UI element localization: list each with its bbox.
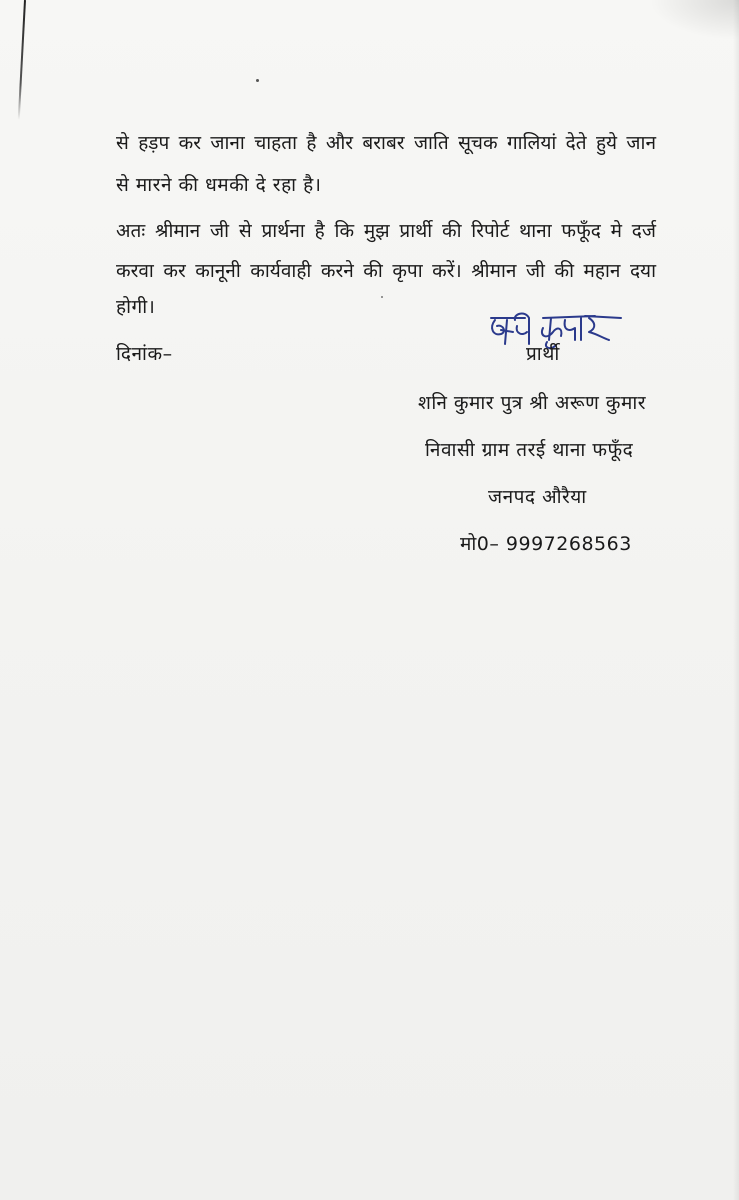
paragraph-1-line-1: से हड़प कर जाना चाहता है और बराबर जाति सूचक गालियां देते हुये जान (116, 132, 656, 154)
sender-name: शनि कुमार पुत्र श्री अरूण कुमार (418, 392, 647, 414)
edge-shadow (733, 0, 739, 1200)
ink-dot (256, 79, 259, 82)
paragraph-2-line-2: करवा कर कानूनी कार्यवाही करने की कृपा करें। श्रीमान जी की महान दया (116, 260, 656, 282)
corner-shadow (649, 0, 739, 40)
paragraph-2-line-3: होगी। (116, 296, 156, 318)
sender-district: जनपद औरैया (488, 486, 587, 508)
paragraph-1-line-2: से मारने की धमकी दे रहा है। (116, 174, 322, 196)
date-label: दिनांक– (116, 343, 173, 365)
sender-mobile: मो0– 9997268563 (460, 533, 632, 555)
sender-address: निवासी ग्राम तरई थाना फफूँद (425, 439, 634, 461)
page-edge-mark (18, 0, 26, 120)
ink-dot (381, 296, 383, 298)
paragraph-2-line-1: अतः श्रीमान जी से प्रार्थना है कि मुझ प्रार्थी की रिपोर्ट थाना फफूँद मे दर्ज (116, 220, 656, 242)
applicant-label: प्रार्थी (526, 343, 560, 365)
